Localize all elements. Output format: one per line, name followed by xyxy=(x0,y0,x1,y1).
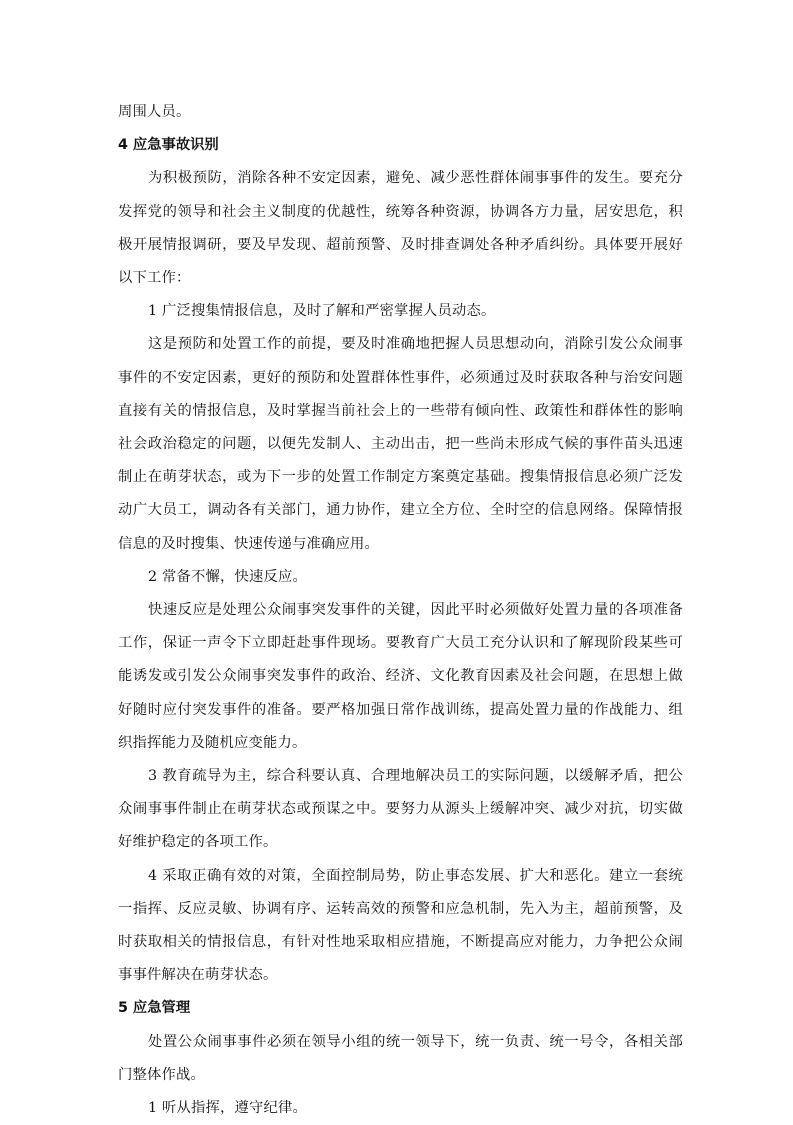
paragraph: 3 教育疏导为主，综合科要认真、合理地解决员工的实际问题，以缓解矛盾，把公众闹事事件制止在萌芽状态或预谋之中。要努力从源头上缓解冲突、减少对抗，切实做好维护稳定的各项工作。 xyxy=(118,768,683,851)
paragraph: 快速反应是处理公众闹事突发事件的关键，因此平时必须做好处置力量的各项准备工作，保证一声令下立即赶赴事件现场。要教育广大员工充分认识和了解现阶段某些可能诱发或引发公众闹事突发事件的政治、经济、文化教育因素及社会问题，在思想上做好随时应付突发事件的准备。要严格加强日常作战训练，提高处置力量的作战能力、组织指挥能力及随机应变能力。 xyxy=(118,602,683,751)
continuation-text: 周围人员。 xyxy=(118,104,191,120)
section-heading-5: 5 应急管理 xyxy=(118,1000,191,1017)
paragraph: 2 常备不懈，快速反应。 xyxy=(148,568,308,585)
section-heading-4: 4 应急事故识别 xyxy=(118,137,219,154)
paragraph: 处置公众闹事事件必须在领导小组的统一领导下，统一负责、统一号令，各相关部门整体作战。 xyxy=(118,1033,683,1083)
paragraph: 这是预防和处置工作的前提，要及时准确地把握人员思想动向，消除引发公众闹事事件的不安定因素，更好的预防和处置群体性事件，必须通过及时获取各种与治安问题直接有关的情报信息，及时掌握当前社会上的一些带有倾向性、政策性和群体性的影响社会政治稳定的问题，以便先发制人、主动出击，把一些尚未形成气候的事件苗头迅速制止在萌芽状态，或为下一步的处置工作制定方案奠定基础。搜集情报信息必须广泛发动广大员工，调动各有关部门，通力协作，建立全方位、全时空的信息网络。保障情报信息的及时搜集、快速传递与准确应用。 xyxy=(118,336,683,552)
paragraph: 4 采取正确有效的对策，全面控制局势，防止事态发展、扩大和恶化。建立一套统一指挥、反应灵敏、协调有序、运转高效的预警和应急机制，先入为主，超前预警，及时获取相关的情报信息，有针对性地采取相应措施，不断提高应对能力，力争把公众闹事事件解决在萌芽状态。 xyxy=(118,867,683,984)
paragraph: 为积极预防，消除各种不安定因素，避免、减少恶性群体闹事事件的发生。要充分发挥党的领导和社会主义制度的优越性，统筹各种资源，协调各方力量，居安思危，积极开展情报调研，要及早发现、超前预警、及时排查调处各种矛盾纠纷。具体要开展好以下工作： xyxy=(118,170,683,287)
paragraph: 1 听从指挥，遵守纪律。 xyxy=(148,1100,308,1117)
paragraph: 1 广泛搜集情报信息，及时了解和严密掌握人员动态。 xyxy=(148,303,496,320)
document-body xyxy=(118,96,683,1125)
